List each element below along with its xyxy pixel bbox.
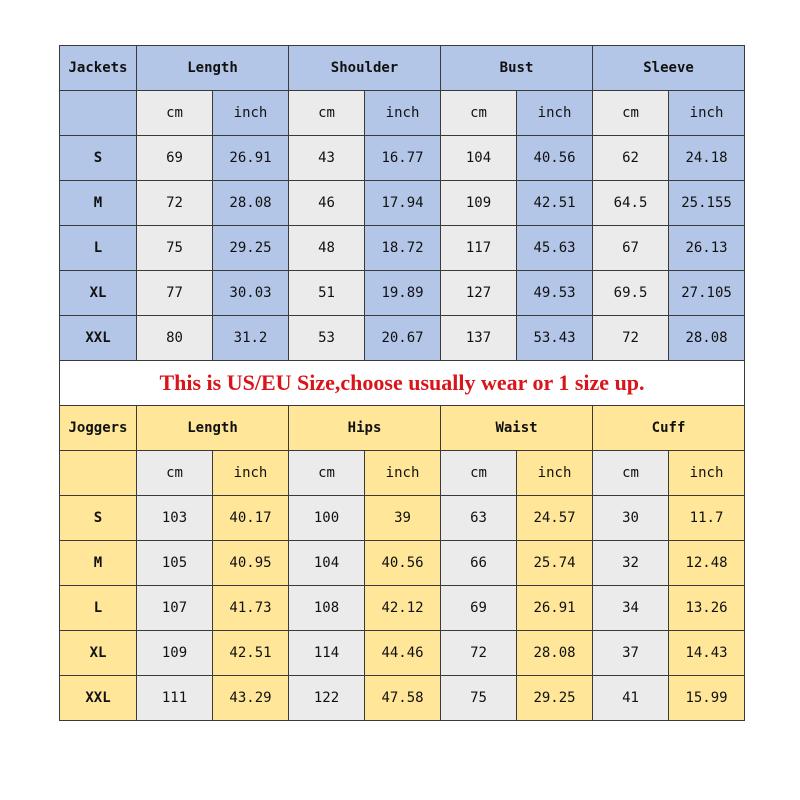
size-label: L <box>60 226 137 271</box>
cell-inch: 14.43 <box>669 631 745 676</box>
unit-inch: inch <box>365 451 441 496</box>
jackets-section <box>60 46 745 361</box>
cell-cm: 72 <box>593 316 669 361</box>
cell-cm: 104 <box>441 136 517 181</box>
cell-cm: 53 <box>289 316 365 361</box>
cell-cm: 75 <box>137 226 213 271</box>
cell-cm: 48 <box>289 226 365 271</box>
joggers-units-corner <box>60 451 137 496</box>
cell-inch: 29.25 <box>517 676 593 721</box>
cell-inch: 25.74 <box>517 541 593 586</box>
cell-cm: 105 <box>137 541 213 586</box>
size-label: S <box>60 136 137 181</box>
cell-cm: 37 <box>593 631 669 676</box>
notice-section <box>60 361 745 406</box>
cell-cm: 109 <box>441 181 517 226</box>
unit-cm: cm <box>593 451 669 496</box>
cell-cm: 46 <box>289 181 365 226</box>
cell-cm: 41 <box>593 676 669 721</box>
cell-inch: 25.155 <box>669 181 745 226</box>
table-row <box>60 271 745 316</box>
cell-cm: 80 <box>137 316 213 361</box>
jackets-measure-sleeve: Sleeve <box>593 46 745 91</box>
cell-cm: 104 <box>289 541 365 586</box>
joggers-measure-cuff: Cuff <box>593 406 745 451</box>
table-row <box>60 631 745 676</box>
jackets-title: Jackets <box>60 46 137 91</box>
table-row <box>60 586 745 631</box>
table-row <box>60 226 745 271</box>
cell-cm: 69.5 <box>593 271 669 316</box>
table-row <box>60 136 745 181</box>
cell-cm: 69 <box>137 136 213 181</box>
cell-inch: 29.25 <box>213 226 289 271</box>
unit-cm: cm <box>593 91 669 136</box>
size-label: XXL <box>60 676 137 721</box>
unit-cm: cm <box>289 91 365 136</box>
cell-inch: 47.58 <box>365 676 441 721</box>
unit-inch: inch <box>213 451 289 496</box>
cell-inch: 27.105 <box>669 271 745 316</box>
cell-inch: 15.99 <box>669 676 745 721</box>
size-label: L <box>60 586 137 631</box>
jackets-units-row <box>60 91 745 136</box>
cell-inch: 42.51 <box>213 631 289 676</box>
joggers-units-row <box>60 451 745 496</box>
cell-inch: 44.46 <box>365 631 441 676</box>
cell-inch: 30.03 <box>213 271 289 316</box>
cell-cm: 51 <box>289 271 365 316</box>
cell-cm: 127 <box>441 271 517 316</box>
cell-inch: 26.91 <box>517 586 593 631</box>
cell-inch: 19.89 <box>365 271 441 316</box>
cell-inch: 40.17 <box>213 496 289 541</box>
size-chart-table <box>59 45 745 721</box>
cell-cm: 114 <box>289 631 365 676</box>
unit-cm: cm <box>441 451 517 496</box>
unit-cm: cm <box>441 91 517 136</box>
cell-inch: 13.26 <box>669 586 745 631</box>
cell-cm: 63 <box>441 496 517 541</box>
jackets-header-row <box>60 46 745 91</box>
table-row <box>60 316 745 361</box>
cell-cm: 122 <box>289 676 365 721</box>
unit-inch: inch <box>669 451 745 496</box>
cell-inch: 17.94 <box>365 181 441 226</box>
cell-inch: 40.56 <box>365 541 441 586</box>
cell-inch: 40.95 <box>213 541 289 586</box>
table-row <box>60 676 745 721</box>
cell-cm: 72 <box>137 181 213 226</box>
table-row <box>60 181 745 226</box>
cell-inch: 28.08 <box>669 316 745 361</box>
cell-cm: 67 <box>593 226 669 271</box>
joggers-title: Joggers <box>60 406 137 451</box>
cell-inch: 31.2 <box>213 316 289 361</box>
cell-inch: 41.73 <box>213 586 289 631</box>
unit-inch: inch <box>669 91 745 136</box>
cell-inch: 39 <box>365 496 441 541</box>
cell-cm: 72 <box>441 631 517 676</box>
cell-cm: 32 <box>593 541 669 586</box>
unit-cm: cm <box>289 451 365 496</box>
cell-cm: 109 <box>137 631 213 676</box>
table-row <box>60 496 745 541</box>
cell-cm: 75 <box>441 676 517 721</box>
cell-inch: 42.12 <box>365 586 441 631</box>
cell-inch: 20.67 <box>365 316 441 361</box>
cell-cm: 64.5 <box>593 181 669 226</box>
joggers-measure-waist: Waist <box>441 406 593 451</box>
joggers-section <box>60 406 745 721</box>
cell-cm: 43 <box>289 136 365 181</box>
joggers-measure-hips: Hips <box>289 406 441 451</box>
cell-cm: 66 <box>441 541 517 586</box>
cell-inch: 18.72 <box>365 226 441 271</box>
cell-cm: 108 <box>289 586 365 631</box>
table-row <box>60 541 745 586</box>
cell-inch: 43.29 <box>213 676 289 721</box>
size-label: XL <box>60 271 137 316</box>
cell-inch: 24.18 <box>669 136 745 181</box>
unit-cm: cm <box>137 91 213 136</box>
cell-inch: 16.77 <box>365 136 441 181</box>
cell-inch: 53.43 <box>517 316 593 361</box>
notice-row <box>60 361 745 406</box>
cell-inch: 49.53 <box>517 271 593 316</box>
cell-cm: 107 <box>137 586 213 631</box>
unit-inch: inch <box>365 91 441 136</box>
unit-inch: inch <box>517 451 593 496</box>
size-label: S <box>60 496 137 541</box>
cell-inch: 40.56 <box>517 136 593 181</box>
size-label: M <box>60 541 137 586</box>
unit-inch: inch <box>213 91 289 136</box>
jackets-measure-length: Length <box>137 46 289 91</box>
cell-inch: 42.51 <box>517 181 593 226</box>
unit-inch: inch <box>517 91 593 136</box>
cell-inch: 45.63 <box>517 226 593 271</box>
cell-cm: 34 <box>593 586 669 631</box>
cell-inch: 26.13 <box>669 226 745 271</box>
size-label: XXL <box>60 316 137 361</box>
cell-cm: 117 <box>441 226 517 271</box>
cell-inch: 12.48 <box>669 541 745 586</box>
jackets-measure-bust: Bust <box>441 46 593 91</box>
cell-cm: 77 <box>137 271 213 316</box>
cell-inch: 26.91 <box>213 136 289 181</box>
cell-cm: 100 <box>289 496 365 541</box>
cell-cm: 69 <box>441 586 517 631</box>
cell-cm: 62 <box>593 136 669 181</box>
cell-inch: 28.08 <box>517 631 593 676</box>
size-notice: This is US/EU Size,choose usually wear or 1 size up. <box>60 361 745 406</box>
cell-inch: 11.7 <box>669 496 745 541</box>
size-label: M <box>60 181 137 226</box>
size-label: XL <box>60 631 137 676</box>
jackets-measure-shoulder: Shoulder <box>289 46 441 91</box>
unit-cm: cm <box>137 451 213 496</box>
cell-inch: 24.57 <box>517 496 593 541</box>
joggers-measure-length: Length <box>137 406 289 451</box>
cell-cm: 137 <box>441 316 517 361</box>
cell-cm: 103 <box>137 496 213 541</box>
size-chart <box>59 45 744 721</box>
cell-cm: 111 <box>137 676 213 721</box>
jackets-units-corner <box>60 91 137 136</box>
cell-cm: 30 <box>593 496 669 541</box>
cell-inch: 28.08 <box>213 181 289 226</box>
joggers-header-row <box>60 406 745 451</box>
